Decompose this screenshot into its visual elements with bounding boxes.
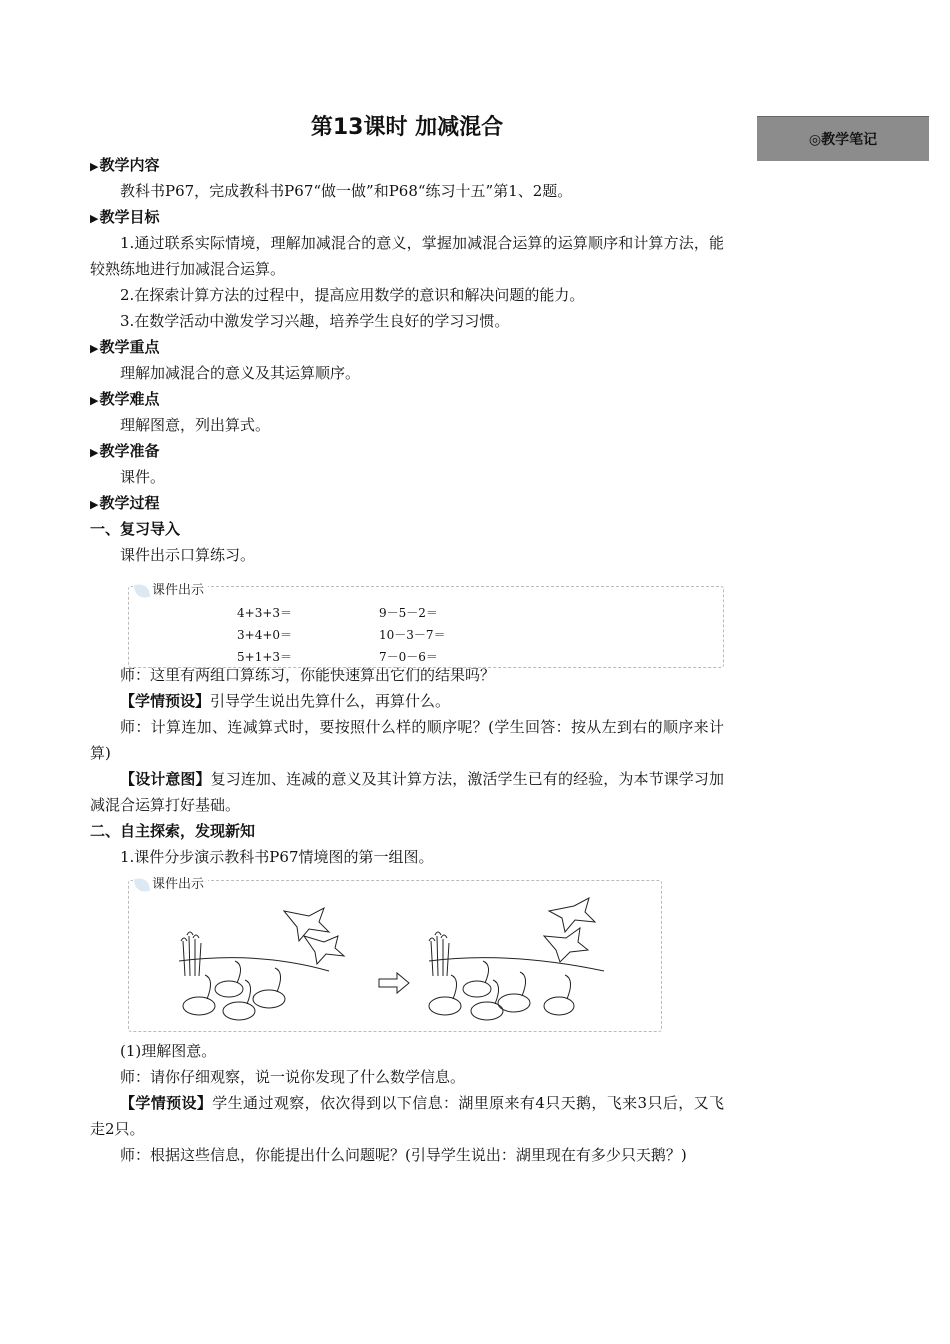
- calc-item: 10－3－7＝: [379, 628, 446, 642]
- subsection-heading: 二、自主探索，发现新知: [90, 822, 256, 840]
- paragraph: 1.通过联系实际情境，理解加减混合的意义，掌握加减混合运算的运算顺序和计算方法，能较熟练地进行加减混合运算。: [90, 234, 724, 278]
- courseware-box-swans: [128, 877, 662, 1032]
- calc-item: 5+1+3＝: [237, 650, 293, 664]
- paragraph: 2.在探索计算方法的过程中，提高应用数学的意识和解决问题的能力。: [120, 286, 585, 304]
- triangle-bullet-icon: ▶: [90, 212, 99, 225]
- paragraph: 师：根据这些信息，你能提出什么问题呢？(引导学生说出：湖里现在有多少只天鹅？): [120, 1146, 687, 1164]
- paragraph: (1)理解图意。: [120, 1042, 217, 1060]
- triangle-bullet-icon: ▶: [90, 394, 99, 407]
- paragraph: 【学情预设】学生通过观察，依次得到以下信息：湖里原来有4只天鹅，飞来3只后，又飞走2只。: [90, 1094, 724, 1138]
- courseware-label: 课件出示: [133, 578, 208, 604]
- page-title: 第13课时 加减混合: [310, 115, 504, 140]
- section-heading: ▶教学难点: [90, 390, 160, 408]
- courseware-label: 课件出示: [133, 872, 208, 898]
- document-body: [90, 152, 724, 1168]
- paragraph: 课件。: [120, 468, 166, 486]
- teaching-notes-box: [757, 116, 929, 161]
- swan-scene-illustration: [129, 881, 661, 1031]
- triangle-bullet-icon: ▶: [90, 446, 99, 459]
- tag-prediction: 【学情预设】: [120, 692, 211, 710]
- section-heading: ▶教学准备: [90, 442, 160, 460]
- paragraph: 师：请你仔细观察，说一说你发现了什么数学信息。: [120, 1068, 466, 1086]
- section-heading: ▶教学重点: [90, 338, 160, 356]
- section-heading: ▶教学目标: [90, 208, 160, 226]
- paragraph: 3.在数学活动中激发学习兴趣，培养学生良好的学习习惯。: [120, 312, 510, 330]
- courseware-box-calc: [128, 583, 724, 668]
- paragraph: 1.课件分步演示教科书P67情境图的第一组图。: [120, 848, 434, 866]
- paragraph: 【设计意图】复习连加、连减的意义及其计算方法，激活学生已有的经验，为本节课学习加减混合运算打好基础。: [90, 770, 724, 814]
- paragraph: 理解加减混合的意义及其运算顺序。: [120, 364, 361, 382]
- subsection-heading: 一、复习导入: [90, 520, 181, 538]
- section-heading: ▶教学过程: [90, 494, 160, 512]
- triangle-bullet-icon: ▶: [90, 498, 99, 511]
- tag-prediction: 【学情预设】: [120, 1094, 213, 1112]
- paragraph: 理解图意，列出算式。: [120, 416, 271, 434]
- calc-item: 4+3+3＝: [237, 606, 293, 620]
- calc-item: 7－0－6＝: [379, 650, 438, 664]
- tag-design-intent: 【设计意图】: [120, 770, 211, 788]
- calc-item: 3+4+0＝: [237, 628, 293, 642]
- leaf-icon: [134, 583, 150, 599]
- teaching-notes-label: ◎教学笔记: [808, 132, 878, 148]
- paragraph: 【学情预设】引导学生说出先算什么，再算什么。: [120, 692, 451, 710]
- section-heading: ▶教学内容: [90, 156, 160, 174]
- paragraph: 教科书P67，完成教科书P67“做一做”和P68“练习十五”第1、2题。: [120, 182, 573, 200]
- paragraph: 课件出示口算练习。: [120, 546, 256, 564]
- triangle-bullet-icon: ▶: [90, 342, 99, 355]
- triangle-bullet-icon: ▶: [90, 160, 99, 173]
- calc-item: 9－5－2＝: [379, 606, 438, 620]
- paragraph: 师：计算连加、连减算式时，要按照什么样的顺序呢？(学生回答：按从左到右的顺序来计算): [90, 718, 724, 762]
- paragraph: 师：这里有两组口算练习，你能快速算出它们的结果吗？: [120, 666, 496, 684]
